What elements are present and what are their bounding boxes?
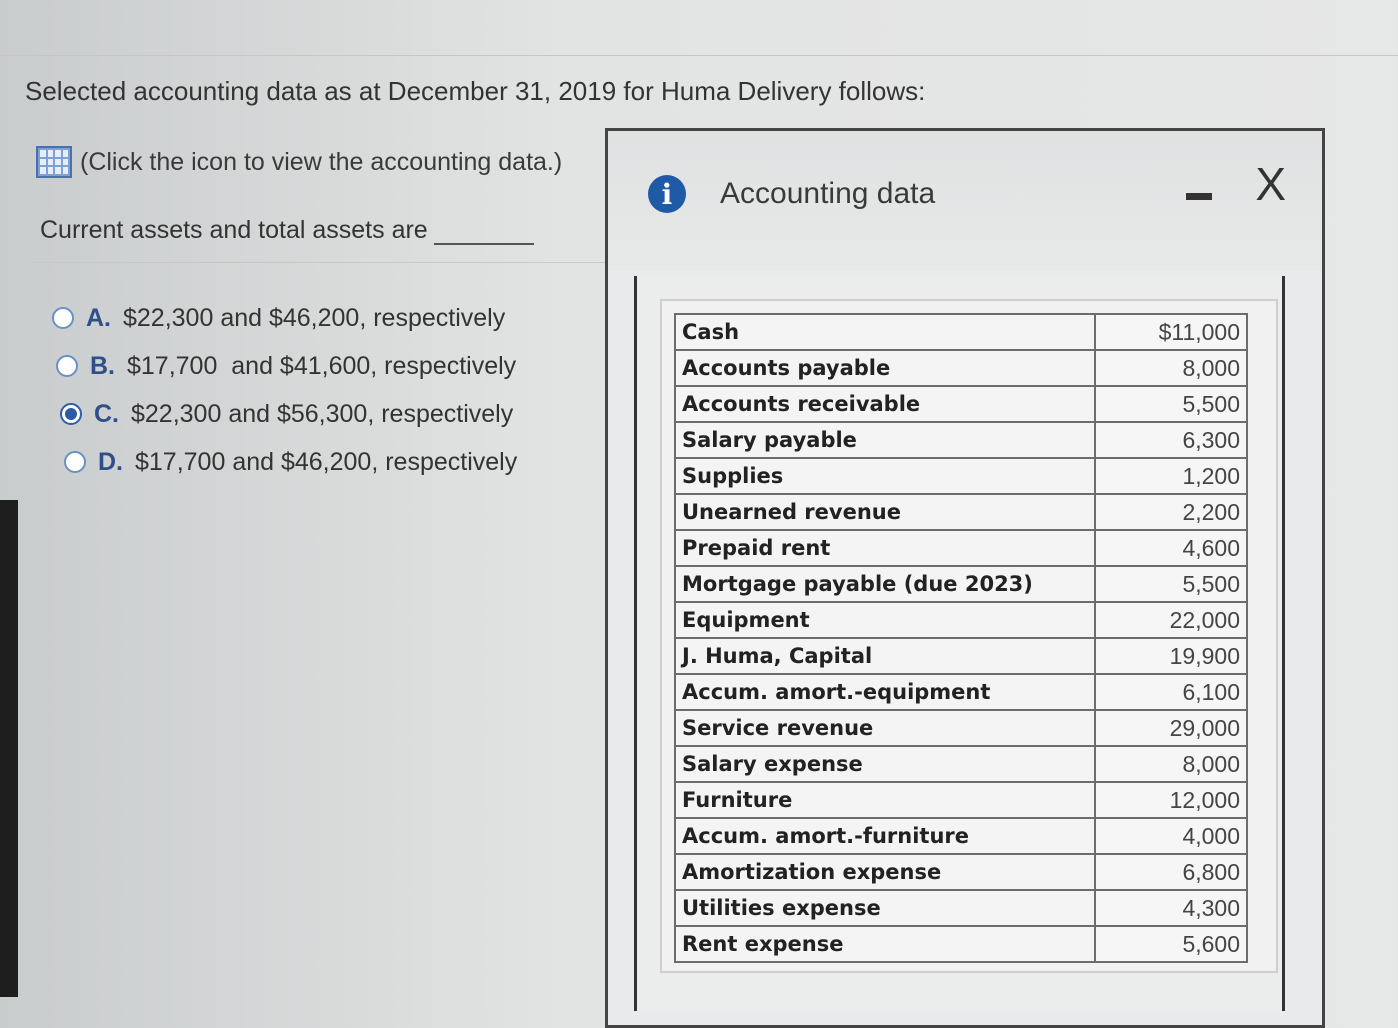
row-label: Rent expense xyxy=(675,926,1095,962)
table-row xyxy=(675,530,1247,566)
table-row xyxy=(675,854,1247,890)
option-letter: D. xyxy=(98,447,123,476)
intro-text: Selected accounting data as at December 31, 2019 for Huma Delivery follows: xyxy=(25,76,926,106)
row-amount: 5,500 xyxy=(1095,566,1247,602)
option-text: $17,700 and $46,200, respectively xyxy=(135,447,518,476)
row-amount: 19,900 xyxy=(1095,638,1247,674)
row-label: Accum. amort.-equipment xyxy=(675,674,1095,710)
row-amount: 6,100 xyxy=(1095,674,1247,710)
monitor-bezel xyxy=(0,500,18,997)
minimize-button[interactable] xyxy=(1180,173,1220,213)
spreadsheet-icon[interactable] xyxy=(36,146,72,178)
option-text: $22,300 and $46,200, respectively xyxy=(123,303,506,332)
table-row xyxy=(675,746,1247,782)
view-data-link[interactable] xyxy=(36,146,562,178)
answer-blank xyxy=(434,219,534,245)
table-row xyxy=(675,350,1247,386)
table-row xyxy=(675,458,1247,494)
option-letter: B. xyxy=(90,351,115,380)
row-amount: $11,000 xyxy=(1095,314,1247,350)
row-label: Prepaid rent xyxy=(675,530,1095,566)
top-divider xyxy=(0,55,1398,56)
row-label: Utilities expense xyxy=(675,890,1095,926)
row-amount: 6,800 xyxy=(1095,854,1247,890)
table-row xyxy=(675,926,1247,962)
row-label: Mortgage payable (due 2023) xyxy=(675,566,1095,602)
row-amount: 5,500 xyxy=(1095,386,1247,422)
option-c[interactable] xyxy=(60,390,517,438)
row-label: Furniture xyxy=(675,782,1095,818)
row-label: Salary expense xyxy=(675,746,1095,782)
close-button[interactable]: X xyxy=(1255,158,1286,210)
row-amount: 4,000 xyxy=(1095,818,1247,854)
section-divider xyxy=(30,262,610,263)
option-a[interactable] xyxy=(52,294,517,342)
dialog-title: Accounting data xyxy=(720,177,936,210)
table-row xyxy=(675,494,1247,530)
row-label: Supplies xyxy=(675,458,1095,494)
row-label: Salary payable xyxy=(675,422,1095,458)
option-b[interactable] xyxy=(56,342,517,390)
info-icon: i xyxy=(648,175,686,213)
row-label: J. Huma, Capital xyxy=(675,638,1095,674)
question-label: Current assets and total assets are xyxy=(40,216,428,244)
table-row xyxy=(675,566,1247,602)
accounting-data-table xyxy=(674,313,1248,963)
dialog-header xyxy=(608,131,1322,271)
row-amount: 8,000 xyxy=(1095,746,1247,782)
view-data-text[interactable]: (Click the icon to view the accounting data.) xyxy=(80,147,563,176)
table-row xyxy=(675,602,1247,638)
radio-button[interactable] xyxy=(52,307,74,329)
row-label: Accum. amort.-furniture xyxy=(675,818,1095,854)
question-text xyxy=(40,216,534,245)
table-row xyxy=(675,818,1247,854)
option-d[interactable] xyxy=(64,438,517,486)
row-amount: 4,300 xyxy=(1095,890,1247,926)
row-amount: 22,000 xyxy=(1095,602,1247,638)
table-row xyxy=(675,638,1247,674)
row-label: Unearned revenue xyxy=(675,494,1095,530)
radio-button[interactable] xyxy=(56,355,78,377)
table-row xyxy=(675,710,1247,746)
row-label: Service revenue xyxy=(675,710,1095,746)
row-amount: 8,000 xyxy=(1095,350,1247,386)
option-letter: C. xyxy=(94,399,119,428)
row-label: Equipment xyxy=(675,602,1095,638)
row-label: Cash xyxy=(675,314,1095,350)
row-label: Accounts receivable xyxy=(675,386,1095,422)
radio-button[interactable] xyxy=(60,403,82,425)
table-row xyxy=(675,386,1247,422)
row-amount: 6,300 xyxy=(1095,422,1247,458)
table-row xyxy=(675,782,1247,818)
answer-options xyxy=(52,294,517,486)
accounting-table-container xyxy=(660,299,1278,973)
row-amount: 1,200 xyxy=(1095,458,1247,494)
option-text: $17,700 and $41,600, respectively xyxy=(127,351,517,380)
row-amount: 29,000 xyxy=(1095,710,1247,746)
accounting-data-dialog xyxy=(605,128,1325,1028)
row-amount: 12,000 xyxy=(1095,782,1247,818)
table-row xyxy=(675,890,1247,926)
table-row xyxy=(675,422,1247,458)
option-text: $22,300 and $56,300, respectively xyxy=(131,399,514,428)
radio-button[interactable] xyxy=(64,451,86,473)
option-letter: A. xyxy=(86,303,111,332)
row-amount: 2,200 xyxy=(1095,494,1247,530)
table-row xyxy=(675,674,1247,710)
table-row xyxy=(675,314,1247,350)
row-amount: 5,600 xyxy=(1095,926,1247,962)
row-label: Amortization expense xyxy=(675,854,1095,890)
row-label: Accounts payable xyxy=(675,350,1095,386)
row-amount: 4,600 xyxy=(1095,530,1247,566)
